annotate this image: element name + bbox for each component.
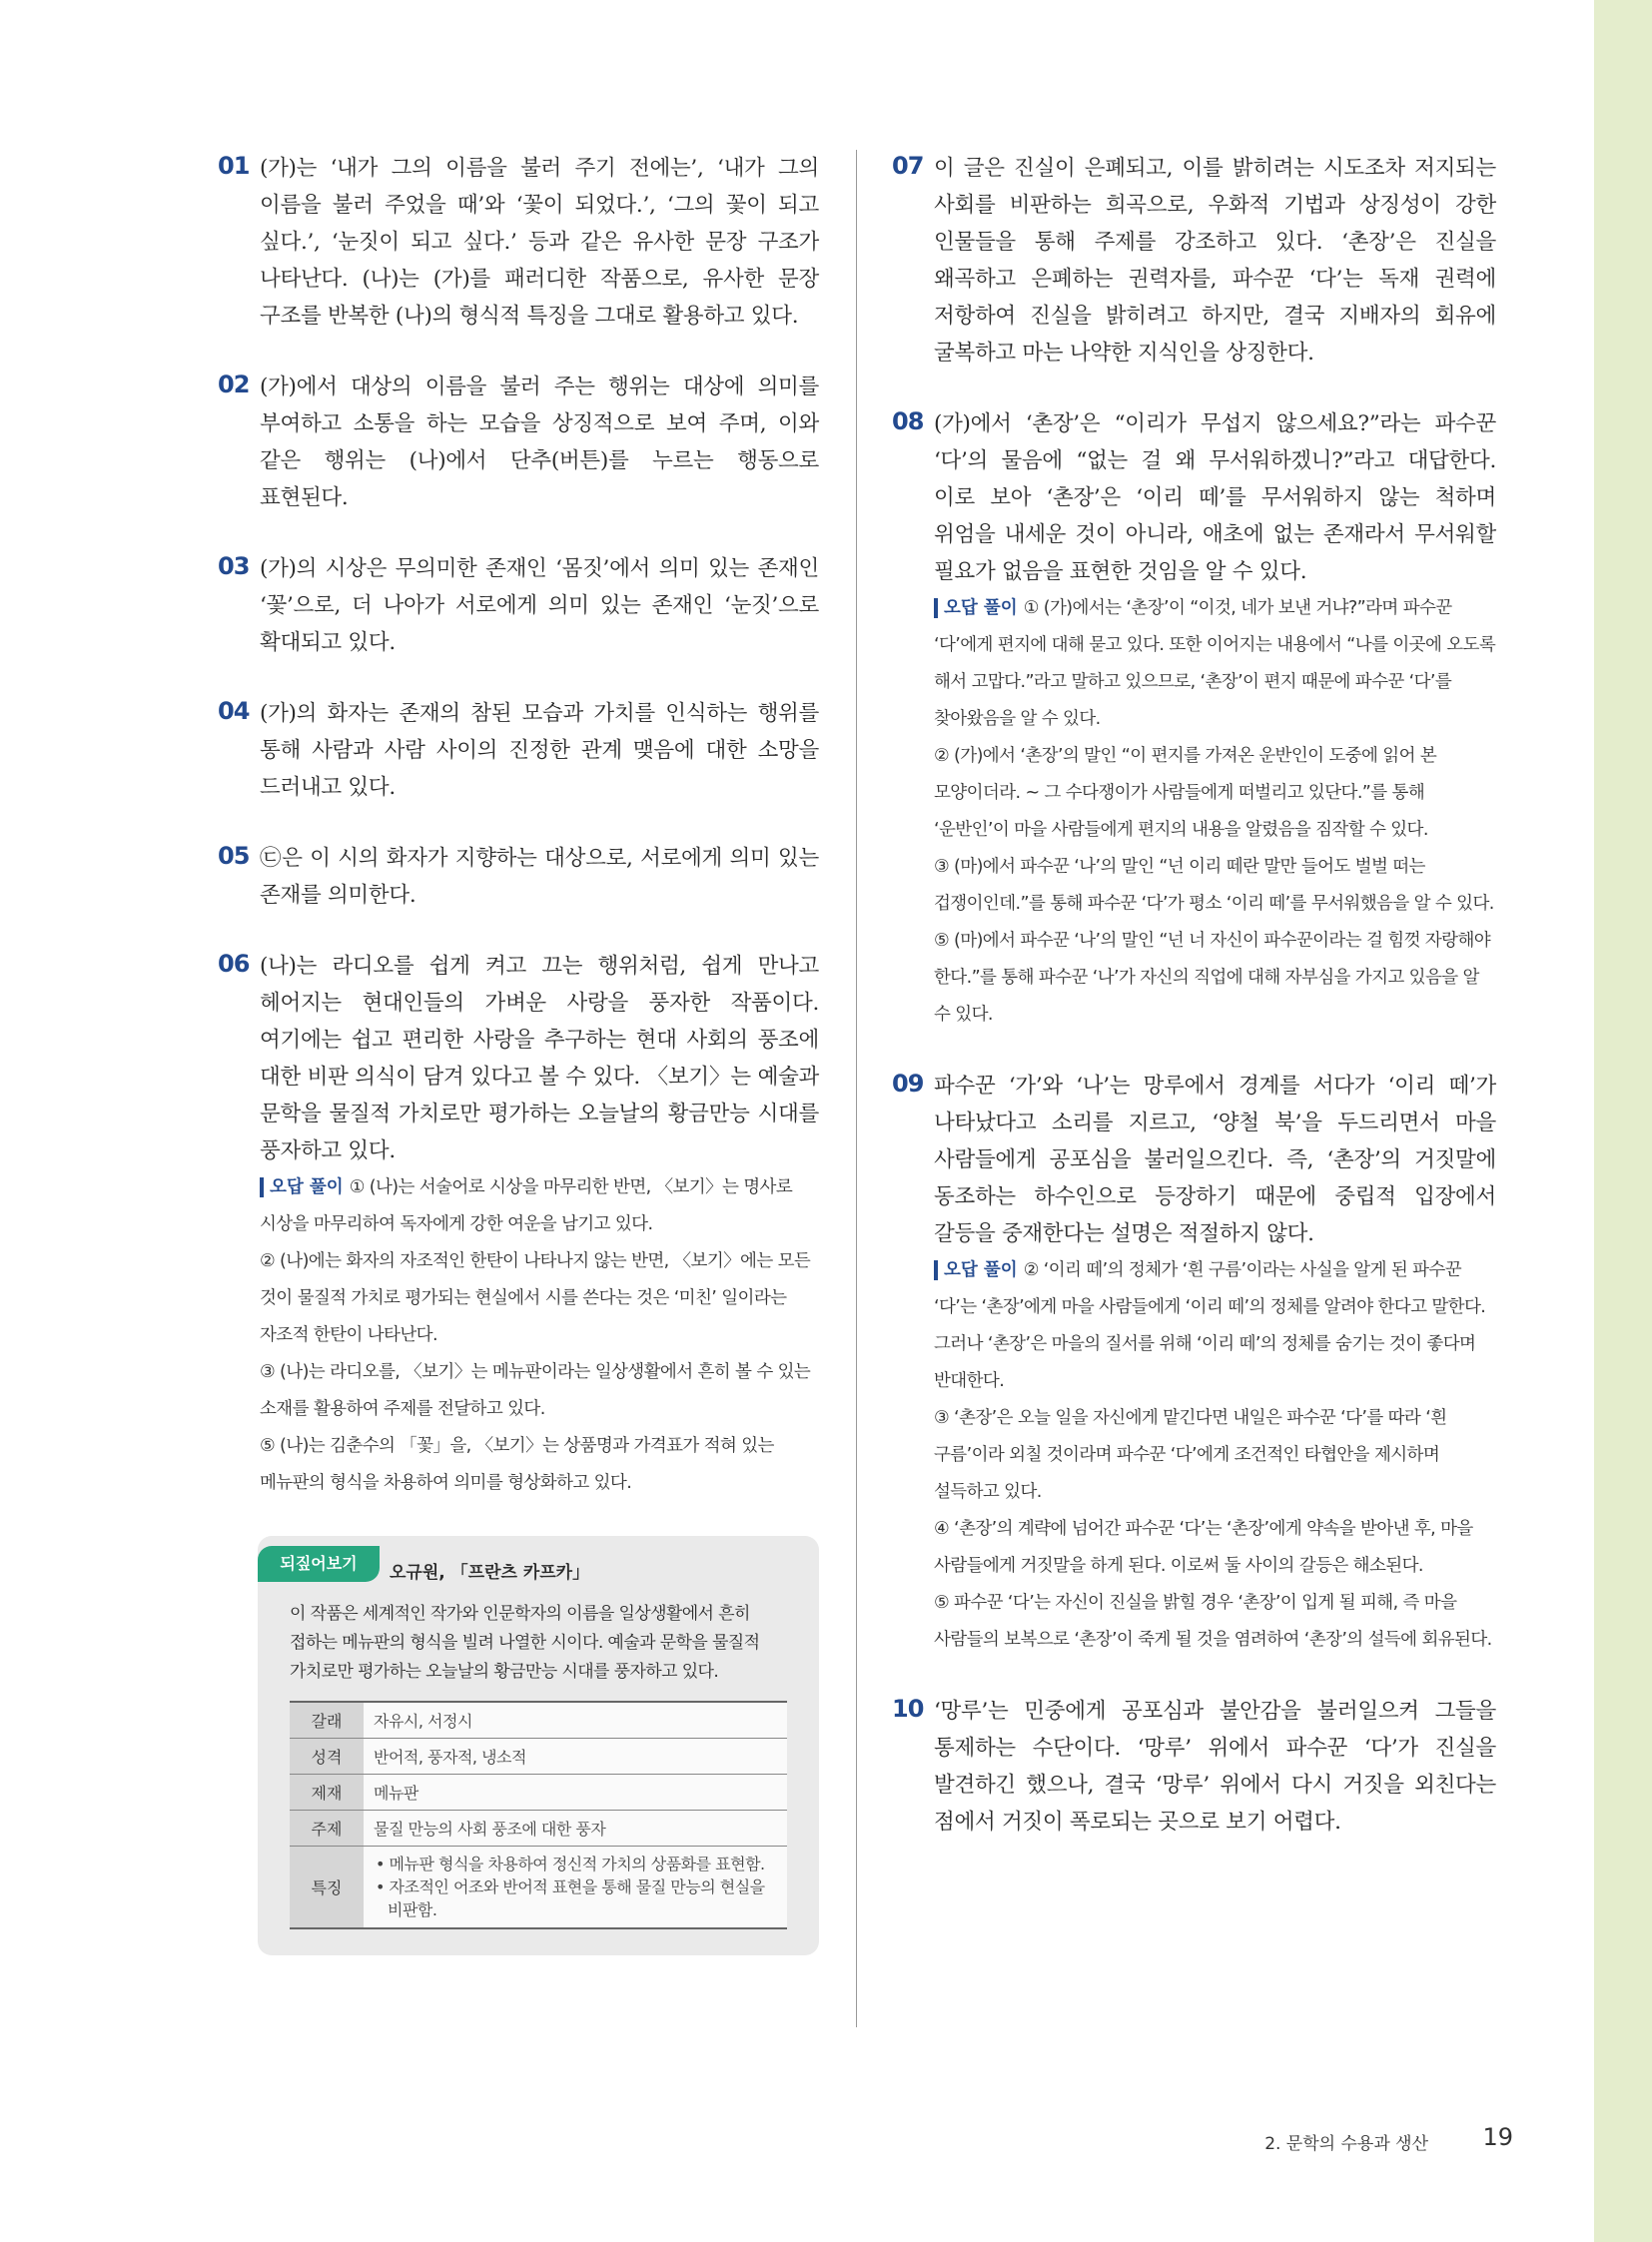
row-value: 자유시, 서정시	[364, 1702, 787, 1739]
question-08	[892, 405, 1496, 1034]
question-number: 08	[892, 407, 924, 435]
explanation-item: ② (가)에서 ‘촌장’의 말인 “이 편지를 가져온 운반인이 도중에 읽어 본 모양이더라. ~ 그 수다쟁이가 사람들에게 떠벌리고 있단다.”를 통해 ‘운반인’이 마을 사람들에게 편지의 내용을 알렸음을 짐작할 수 있다.	[934, 746, 1437, 840]
explanation-item: ⑤ (마)에서 파수꾼 ‘나’의 말인 “넌 너 자신이 파수꾼이라는 걸 힘껏 자랑해야 한다.”를 통해 파수꾼 ‘나’가 자신의 직업에 대해 자부심을 가지고 있음을 알 수 있다.	[934, 931, 1491, 1025]
review-box	[258, 1536, 819, 1955]
answer-text: (가)에서 대상의 이름을 불러 주는 행위는 대상에 의미를 부여하고 소통을 하는 모습을 상징적으로 보여 주며, 이와 같은 행위는 (나)에서 단추(버튼)를 누르는 행동으로 표현된다.	[260, 374, 819, 510]
right-column	[892, 150, 1496, 1874]
question-number: 10	[892, 1695, 924, 1723]
row-key: 갈래	[290, 1702, 364, 1739]
explanation-item: ② (나)에는 화자의 자조적인 한탄이 나타나지 않는 반면, 〈보기〉에는 모든 것이 물질적 가치로 평가되는 현실에서 시를 쓴다는 것은 ‘미친’ 일이라는 자조적 한탄이 나타난다.	[260, 1251, 811, 1345]
question-number: 01	[218, 152, 250, 180]
row-value: 반어적, 풍자적, 냉소적	[364, 1739, 787, 1775]
question-number: 02	[218, 371, 250, 398]
feature-item: • 자조적인 어조와 반어적 표현을 통해 물질 만능의 현실을 비판함.	[374, 1875, 777, 1921]
question-04	[218, 695, 819, 806]
question-02	[218, 369, 819, 516]
answer-text: (나)는 라디오를 쉽게 켜고 끄는 행위처럼, 쉽게 만나고 헤어지는 현대인들의 가벼운 사랑을 풍자한 작품이다. 여기에는 쉽고 편리한 사랑을 추구하는 현대 사회의 풍조에 대한 비판 의식이 담겨 있다고 볼 수 있다. 〈보기〉는 예술과 문학을 물질적 가치로만 평가하는 오늘날의 황금만능 시대를 풍자하고 있다.	[260, 954, 819, 1163]
answer-text: ‘망루’는 민중에게 공포심과 불안감을 불러일으켜 그들을 통제하는 수단이다. ‘망루’ 위에서 파수꾼 ‘다’가 진실을 발견하긴 했으나, 결국 ‘망루’ 위에서 다시 거짓을 외친다는 점에서 거짓이 폭로되는 곳으로 보기 어렵다.	[934, 1699, 1496, 1835]
feature-list	[374, 1853, 777, 1921]
row-key: 특징	[290, 1847, 364, 1929]
work-info-table	[290, 1701, 787, 1929]
explanation-item: 오답 풀이 ① (가)에서는 ‘촌장’이 “이것, 네가 보낸 거냐?”라며 파수꾼 ‘다’에게 편지에 대해 묻고 있다. 또한 이어지는 내용에서 “나를 이곳에 오도록 해서 고맙다.”라고 말하고 있으므로, ‘촌장’이 편지 때문에 파수꾼 ‘다’를 찾아왔음을 알 수 있다.	[934, 598, 1496, 729]
answer-text: 파수꾼 ‘가’와 ‘나’는 망루에서 경계를 서다가 ‘이리 떼’가 나타났다고 소리를 지르고, ‘양철 북’을 두드리면서 마을 사람들에게 공포심을 불러일으킨다. 즉, ‘촌장’의 거짓말에 동조하는 하수인으로 등장하기 때문에 중립적 입장에서 갈등을 중재한다는 설명은 적절하지 않다.	[934, 1074, 1496, 1246]
question-number: 07	[892, 152, 924, 180]
review-tab-label: 되짚어보기	[258, 1546, 380, 1582]
explanation-item: ③ ‘촌장’은 오늘 일을 자신에게 맡긴다면 내일은 파수꾼 ‘다’를 따라 ‘흰 구름’이라 외칠 것이라며 파수꾼 ‘다’에게 조건적인 타협안을 제시하며 설득하고 있다.	[934, 1408, 1447, 1502]
wrong-answer-tag: 오답 풀이	[260, 1177, 344, 1197]
page-number: 19	[1482, 2123, 1513, 2151]
column-divider	[856, 150, 857, 2027]
row-key: 성격	[290, 1739, 364, 1775]
feature-item: • 메뉴판 형식을 차용하여 정신적 가치의 상품화를 표현함.	[374, 1853, 777, 1875]
answer-text: 이 글은 진실이 은폐되고, 이를 밝히려는 시도조차 저지되는 사회를 비판하는 희곡으로, 우화적 기법과 상징성이 강한 인물들을 통해 주제를 강조하고 있다. ‘촌장’은 진실을 왜곡하고 은폐하는 권력자를, 파수꾼 ‘다’는 독재 권력에 저항하여 진실을 밝히려고 하지만, 결국 지배자의 회유에 굴복하고 마는 나약한 지식인을 상징한다.	[934, 156, 1496, 366]
explanation-item: 오답 풀이 ① (나)는 서술어로 시상을 마무리한 반면, 〈보기〉는 명사로 시상을 마무리하여 독자에게 강한 여운을 남기고 있다.	[260, 1177, 793, 1234]
review-title: 오규원, 「프란츠 카프카」	[390, 1563, 590, 1583]
review-body: 이 작품은 세계적인 작가와 인문학자의 이름을 일상생활에서 흔히 접하는 메뉴판의 형식을 빌려 나열한 시이다. 예술과 문학을 물질적 가치로만 평가하는 오늘날의 황금만능 시대를 풍자하고 있다.	[290, 1604, 760, 1682]
explanation-item: 오답 풀이 ② ‘이리 떼’의 정체가 ‘흰 구름’이라는 사실을 알게 된 파수꾼 ‘다’는 ‘촌장’에게 마을 사람들에게 ‘이리 떼’의 정체를 알려야 한다고 말한다. 그러나 ‘촌장’은 마을의 질서를 위해 ‘이리 떼’의 정체를 숨기는 것이 좋다며 반대한다.	[934, 1260, 1486, 1391]
section-title: 2. 문학의 수용과 생산	[1264, 2134, 1428, 2154]
question-number: 06	[218, 950, 250, 978]
row-value: 메뉴판	[364, 1775, 787, 1811]
wrong-answer-tag: 오답 풀이	[934, 598, 1018, 618]
question-06	[218, 948, 819, 1502]
wrong-answer-tag: 오답 풀이	[934, 1260, 1018, 1280]
answer-text: (가)에서 ‘촌장’은 “이리가 무섭지 않으세요?”라는 파수꾼 ‘다’의 물음에 “없는 걸 왜 무서워하겠니?”라고 대답한다. 이로 보아 ‘촌장’은 ‘이리 떼’를 무서워하지 않는 척하며 위엄을 내세운 것이 아니라, 애초에 없는 존재라서 무서워할 필요가 없음을 표현한 것임을 알 수 있다.	[934, 411, 1496, 584]
left-column	[218, 150, 819, 1955]
side-color-strip	[1594, 0, 1652, 2242]
question-10	[892, 1693, 1496, 1841]
explanation-item: ⑤ (나)는 김춘수의 「꽃」을, 〈보기〉는 상품명과 가격표가 적혀 있는 메뉴판의 형식을 차용하여 의미를 형상화하고 있다.	[260, 1436, 774, 1493]
row-value	[364, 1847, 787, 1929]
table-row	[290, 1811, 787, 1847]
explanation-item: ③ (마)에서 파수꾼 ‘나’의 말인 “넌 이리 떼란 말만 들어도 벌벌 떠는 겁쟁이인데.”를 통해 파수꾼 ‘다’가 평소 ‘이리 떼’를 무서워했음을 알 수 있다.	[934, 857, 1494, 914]
question-01	[218, 150, 819, 335]
row-key: 주제	[290, 1811, 364, 1847]
answer-text: (가)의 시상은 무의미한 존재인 ‘몸짓’에서 의미 있는 존재인 ‘꽃’으로, 더 나아가 서로에게 의미 있는 존재인 ‘눈짓’으로 확대되고 있다.	[260, 556, 819, 655]
question-03	[218, 550, 819, 661]
question-number: 09	[892, 1070, 924, 1098]
answer-text: (가)의 화자는 존재의 참된 모습과 가치를 인식하는 행위를 통해 사람과 사람 사이의 진정한 관계 맺음에 대한 소망을 드러내고 있다.	[260, 701, 819, 800]
table-row	[290, 1847, 787, 1929]
question-number: 04	[218, 697, 250, 725]
question-09	[892, 1068, 1496, 1659]
table-row	[290, 1775, 787, 1811]
explanation-item: ③ (나)는 라디오를, 〈보기〉는 메뉴판이라는 일상생활에서 흔히 볼 수 있는 소재를 활용하여 주제를 전달하고 있다.	[260, 1362, 811, 1419]
row-key: 제재	[290, 1775, 364, 1811]
question-07	[892, 150, 1496, 372]
answer-text: ㉢은 이 시의 화자가 지향하는 대상으로, 서로에게 의미 있는 존재를 의미한다.	[260, 846, 819, 908]
row-value: 물질 만능의 사회 풍조에 대한 풍자	[364, 1811, 787, 1847]
explanation-item: ⑤ 파수꾼 ‘다’는 자신이 진실을 밝힐 경우 ‘촌장’이 입게 될 피해, 즉 마을 사람들의 보복으로 ‘촌장’이 죽게 될 것을 염려하여 ‘촌장’의 설득에 회유된다.	[934, 1593, 1492, 1650]
explanation-item: ④ ‘촌장’의 계략에 넘어간 파수꾼 ‘다’는 ‘촌장’에게 약속을 받아낸 후, 마을 사람들에게 거짓말을 하게 된다. 이로써 둘 사이의 갈등은 해소된다.	[934, 1519, 1473, 1576]
question-number: 05	[218, 842, 250, 870]
table-row	[290, 1739, 787, 1775]
question-05	[218, 840, 819, 914]
table-row	[290, 1702, 787, 1739]
question-number: 03	[218, 552, 250, 580]
answer-text: (가)는 ‘내가 그의 이름을 불러 주기 전에는’, ‘내가 그의 이름을 불러 주었을 때’와 ‘꽃이 되었다.’, ‘그의 꽃이 되고 싶다.’, ‘눈짓이 되고 싶다.’ 등과 같은 유사한 문장 구조가 나타난다. (나)는 (가)를 패러디한 작품으로, 유사한 문장 구조를 반복한 (나)의 형식적 특징을 그대로 활용하고 있다.	[260, 156, 819, 329]
